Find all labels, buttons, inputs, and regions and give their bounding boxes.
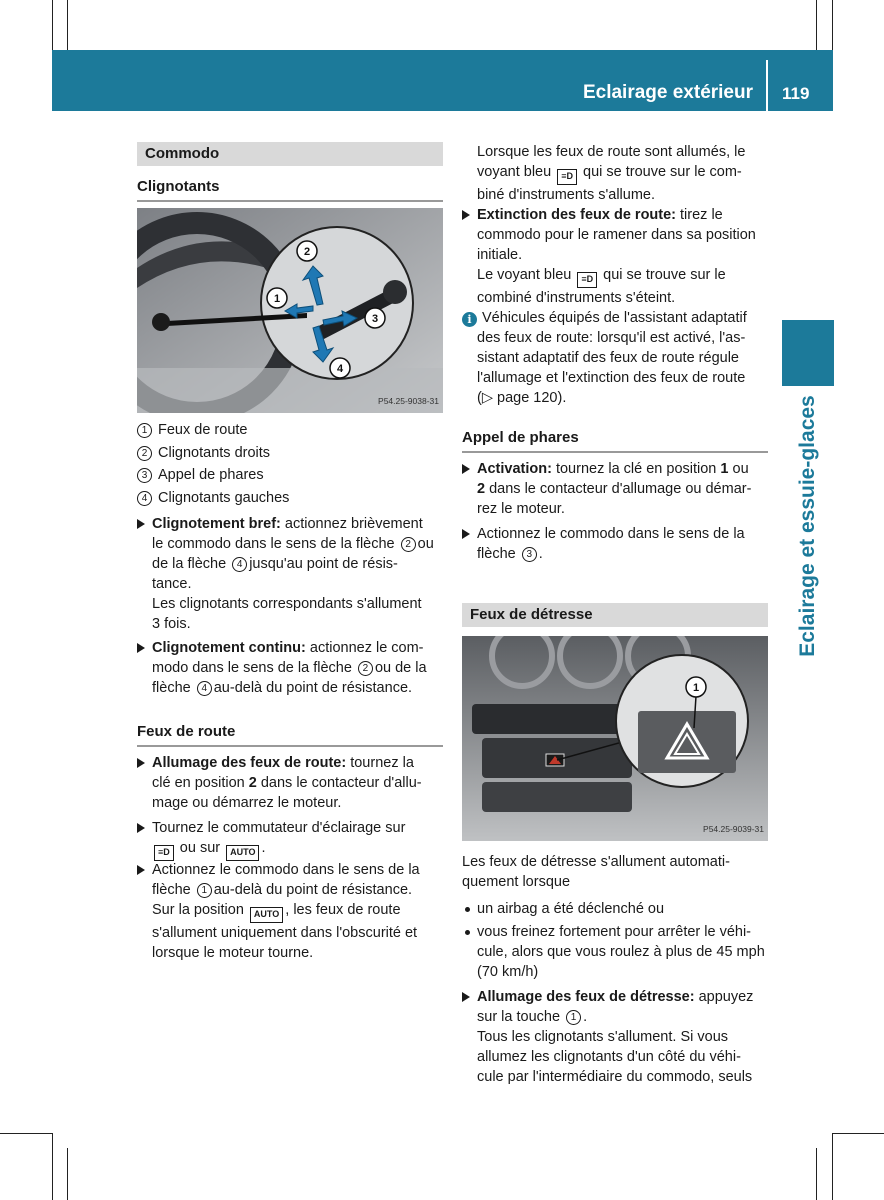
subheading-feux-de-route: Feux de route — [137, 722, 443, 747]
subheading-appel-de-phares: Appel de phares — [462, 428, 768, 453]
header-bar — [52, 50, 833, 111]
step-arrow-icon — [462, 464, 470, 474]
photo2-code: P54.25-9039-31 — [703, 824, 764, 834]
crop-mark — [816, 0, 817, 50]
page-number: 119 — [782, 84, 810, 103]
instruction-clignotement-continu: Clignotement continu: actionnez le com- modo dans le sens de la flèche 2 ou de la flèche 4 au-delà du point de résistance. — [137, 638, 443, 698]
section-heading-feux-detresse: Feux de détresse — [462, 603, 768, 627]
instruction-allumage-feux-detresse: Allumage des feux de détresse: appuyez sur la touche 1 . Tous les clignotants s'allument. Si vous allumez les clignotants d'un côté du véhi- cule par l'intermédiaire du commodo, seuls — [462, 987, 768, 1087]
side-tab-label: Eclairage et essuie-glaces — [796, 395, 819, 657]
crop-mark — [67, 0, 68, 50]
step-arrow-icon — [137, 865, 145, 875]
combination-switch-photo — [137, 208, 443, 413]
crop-mark — [67, 1148, 68, 1200]
instruction-tournez-commutateur: Tournez le commutateur d'éclairage sur ≡D ou sur AUTO . — [137, 818, 443, 861]
info-note: i Véhicules équipés de l'assistant adaptatif des feux de route: lorsqu'il est activé, l'as- sistant adaptatif des feux de route régule l'allumage et l'extinction des feux de route (▷ page 120). — [462, 308, 768, 408]
side-tab-marker — [782, 320, 834, 386]
legend-item: 3 Appel de phares — [137, 465, 264, 485]
instruction-activation: Activation: tournez la clé en position 1 ou 2 dans le contacteur d'allumage ou démar- rez le moteur. — [462, 459, 768, 519]
step-arrow-icon — [462, 210, 470, 220]
header-divider — [766, 60, 768, 111]
step-arrow-icon — [137, 823, 145, 833]
info-icon: i — [462, 312, 477, 327]
instruction-clignotement-bref: Clignotement bref: actionnez brièvement le commodo dans le sens de la flèche 2 ou de la flèche 4 jusqu'au point de résis- tance. Les clignotants correspondants s'allument 3 fois. — [137, 514, 443, 634]
auto-symbol-icon: AUTO — [226, 845, 259, 861]
hazard-switch-illustration — [462, 636, 768, 841]
instruction-allumage-feux-route: Allumage des feux de route: tournez la clé en position 2 dans le contacteur d'allu- mage ou démarrez le moteur. — [137, 753, 443, 813]
crop-mark — [52, 0, 53, 50]
photo2-callout-1: 1 — [692, 682, 700, 694]
bullet-item: un airbag a été déclenché ou — [462, 899, 768, 919]
step-arrow-icon — [462, 992, 470, 1002]
high-beam-symbol-icon: ≡D — [557, 169, 577, 185]
crop-mark — [832, 1133, 884, 1134]
step-arrow-icon — [137, 758, 145, 768]
high-beam-symbol-icon: ≡D — [577, 272, 597, 288]
step-arrow-icon — [462, 529, 470, 539]
crop-mark — [52, 1133, 53, 1200]
photo1-code: P54.25-9038-31 — [378, 396, 439, 406]
instruction-actionnez-commodo: Actionnez le commodo dans le sens de la flèche 1 au-delà du point de résistance. Sur la position AUTO , les feux de route s'allument uniquement dans l'obscurité et lorsque le moteur tourne. — [137, 860, 443, 963]
photo1-callout-2: 2 — [303, 246, 311, 258]
legend-item: 4 Clignotants gauches — [137, 488, 289, 508]
photo1-callout-3: 3 — [371, 313, 379, 325]
crop-mark — [816, 1148, 817, 1200]
step-arrow-icon — [137, 519, 145, 529]
crop-mark — [832, 1133, 833, 1200]
header-title: Eclairage extérieur — [582, 82, 753, 103]
subheading-clignotants: Clignotants — [137, 177, 443, 202]
photo1-callout-4: 4 — [336, 363, 344, 375]
bullet-item: vous freinez fortement pour arrêter le véhi- cule, alors que vous roulez à plus de 45 mph (70 km/h) — [462, 922, 768, 982]
crop-mark — [0, 1133, 52, 1134]
step-arrow-icon — [137, 643, 145, 653]
instruction-actionnez-commodo-appel: Actionnez le commodo dans le sens de la flèche 3 . — [462, 524, 768, 564]
auto-symbol-icon: AUTO — [250, 907, 283, 923]
paragraph-voyant-allume: Lorsque les feux de route sont allumés, le voyant bleu ≡D qui se trouve sur le com- biné d'instruments s'allume. — [477, 144, 746, 203]
crop-mark — [832, 0, 833, 50]
legend-item: 2 Clignotants droits — [137, 443, 270, 463]
page-reference-link[interactable]: (▷ page 120). — [477, 390, 567, 406]
photo1-callout-1: 1 — [273, 293, 281, 305]
paragraph-feux-detresse: Les feux de détresse s'allument automati- quement lorsque — [462, 854, 730, 890]
hazard-switch-photo — [462, 636, 768, 841]
high-beam-symbol-icon: ≡D — [154, 845, 174, 861]
section-heading-commodo: Commodo — [137, 142, 443, 166]
combination-switch-illustration — [137, 208, 443, 413]
instruction-extinction-feux-route: Extinction des feux de route: tirez le commodo pour le ramener dans sa position initiale. Le voyant bleu ≡D qui se trouve sur le combiné d'instruments s'éteint. — [462, 205, 768, 308]
legend-item: 1 Feux de route — [137, 420, 247, 440]
